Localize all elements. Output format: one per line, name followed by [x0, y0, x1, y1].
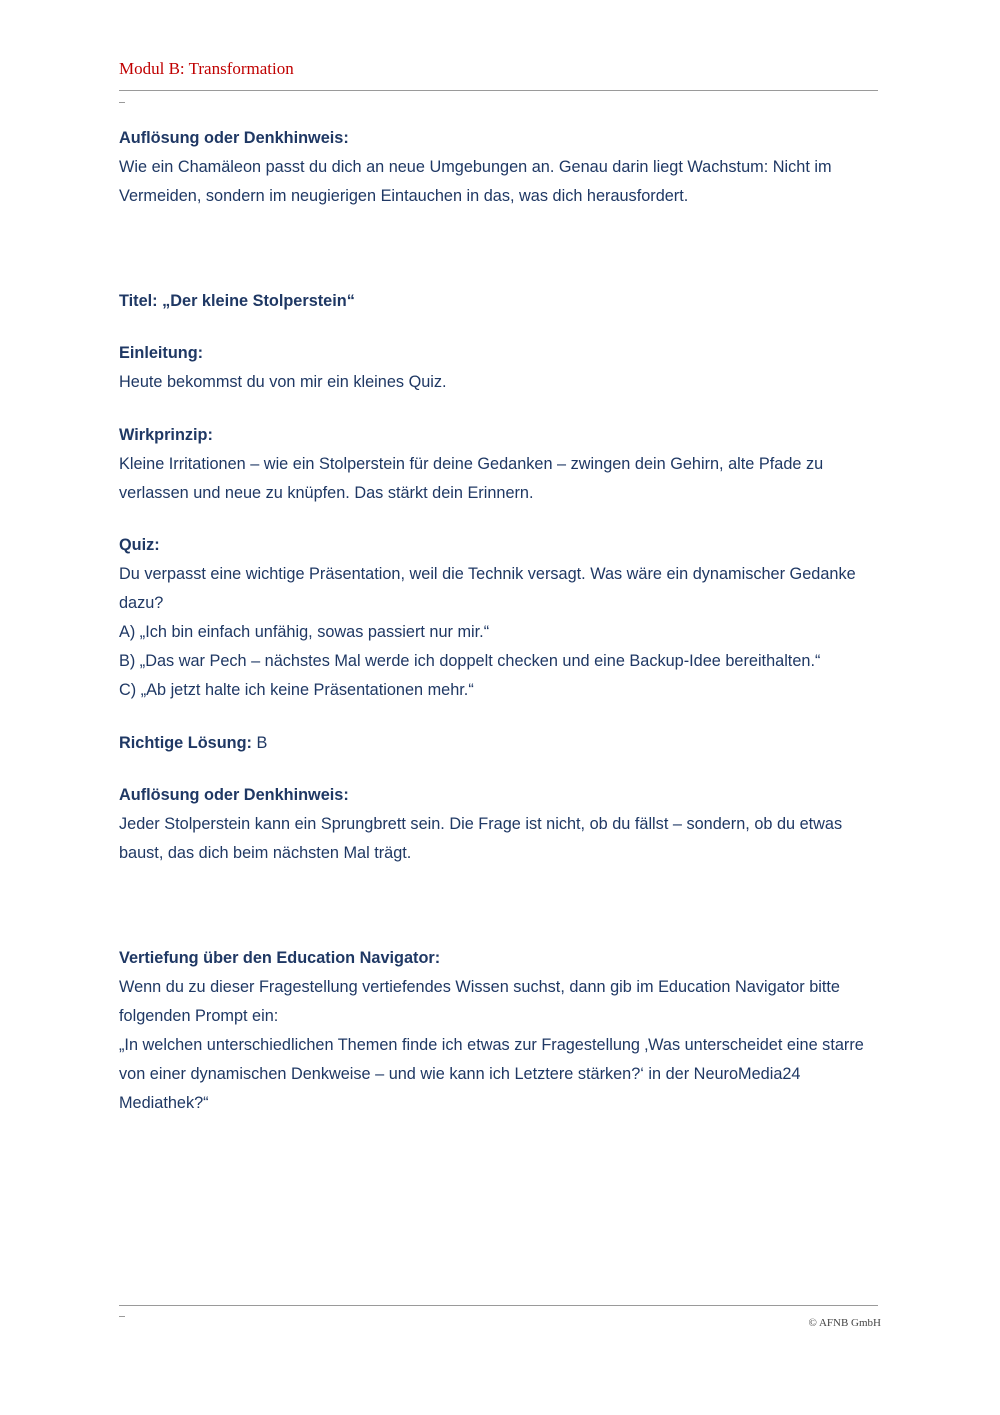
- footer-rule: [119, 1305, 878, 1306]
- solution-label: Richtige Lösung:: [119, 734, 252, 752]
- section2-label: Auflösung oder Denkhinweis:: [119, 786, 349, 804]
- section-title: Titel: „Der kleine Stolperstein“: [119, 292, 355, 310]
- navigator-prompt: „In welchen unterschiedlichen Themen finde ich etwas zur Fragestellung ‚Was unterscheidet eine starre von einer dynamischen Denkweise – und wie kann ich Letztere stärken?‘ in der NeuroMedia24 Mediathek?“: [119, 1036, 864, 1112]
- footer-rule-tick: [119, 1316, 125, 1317]
- intro-label: Einleitung:: [119, 344, 204, 362]
- navigator-label: Vertiefung über den Education Navigator:: [119, 949, 441, 967]
- principle-block: [119, 421, 879, 508]
- section2-block: [119, 781, 879, 868]
- section1-label: Auflösung oder Denkhinweis:: [119, 129, 349, 147]
- quiz-label: Quiz:: [119, 536, 160, 554]
- section2-text: Jeder Stolperstein kann ein Sprungbrett sein. Die Frage ist nicht, ob du fällst – sondern, ob du etwas baust, das dich beim nächsten Mal trägt.: [119, 815, 843, 862]
- header-title: Modul B: Transformation: [119, 59, 294, 78]
- quiz-block: [119, 531, 879, 705]
- header-rule: [119, 90, 878, 91]
- section-title-block: [119, 287, 879, 316]
- solution-block: [119, 729, 879, 758]
- quiz-option-a: A) „Ich bin einfach unfähig, sowas passiert nur mir.“: [119, 623, 490, 641]
- principle-text: Kleine Irritationen – wie ein Stolperstein für deine Gedanken – zwingen dein Gehirn, alte Pfade zu verlassen und neue zu knüpfen. Das stärkt dein Erinnern.: [119, 455, 824, 502]
- intro-block: [119, 339, 879, 397]
- principle-label: Wirkprinzip:: [119, 426, 213, 444]
- navigator-text: Wenn du zu dieser Fragestellung vertiefendes Wissen suchst, dann gib im Education Navigator bitte folgenden Prompt ein:: [119, 978, 840, 1025]
- quiz-option-b: B) „Das war Pech – nächstes Mal werde ich doppelt checken und eine Backup-Idee bereithalten.“: [119, 652, 821, 670]
- section1-block: [119, 124, 879, 211]
- intro-text: Heute bekommst du von mir ein kleines Quiz.: [119, 373, 447, 391]
- quiz-question: Du verpasst eine wichtige Präsentation, weil die Technik versagt. Was wäre ein dynamischer Gedanke dazu?: [119, 565, 856, 612]
- section1-text: Wie ein Chamäleon passt du dich an neue Umgebungen an. Genau darin liegt Wachstum: Nicht im Vermeiden, sondern im neugierigen Eintauchen in das, was dich herausfordert.: [119, 158, 832, 205]
- footer-copyright: © AFNB GmbH: [808, 1317, 881, 1329]
- navigator-block: [119, 944, 879, 1118]
- solution-value: B: [251, 734, 268, 752]
- header-rule-tick: [119, 102, 125, 103]
- quiz-option-c: C) „Ab jetzt halte ich keine Präsentationen mehr.“: [119, 681, 474, 699]
